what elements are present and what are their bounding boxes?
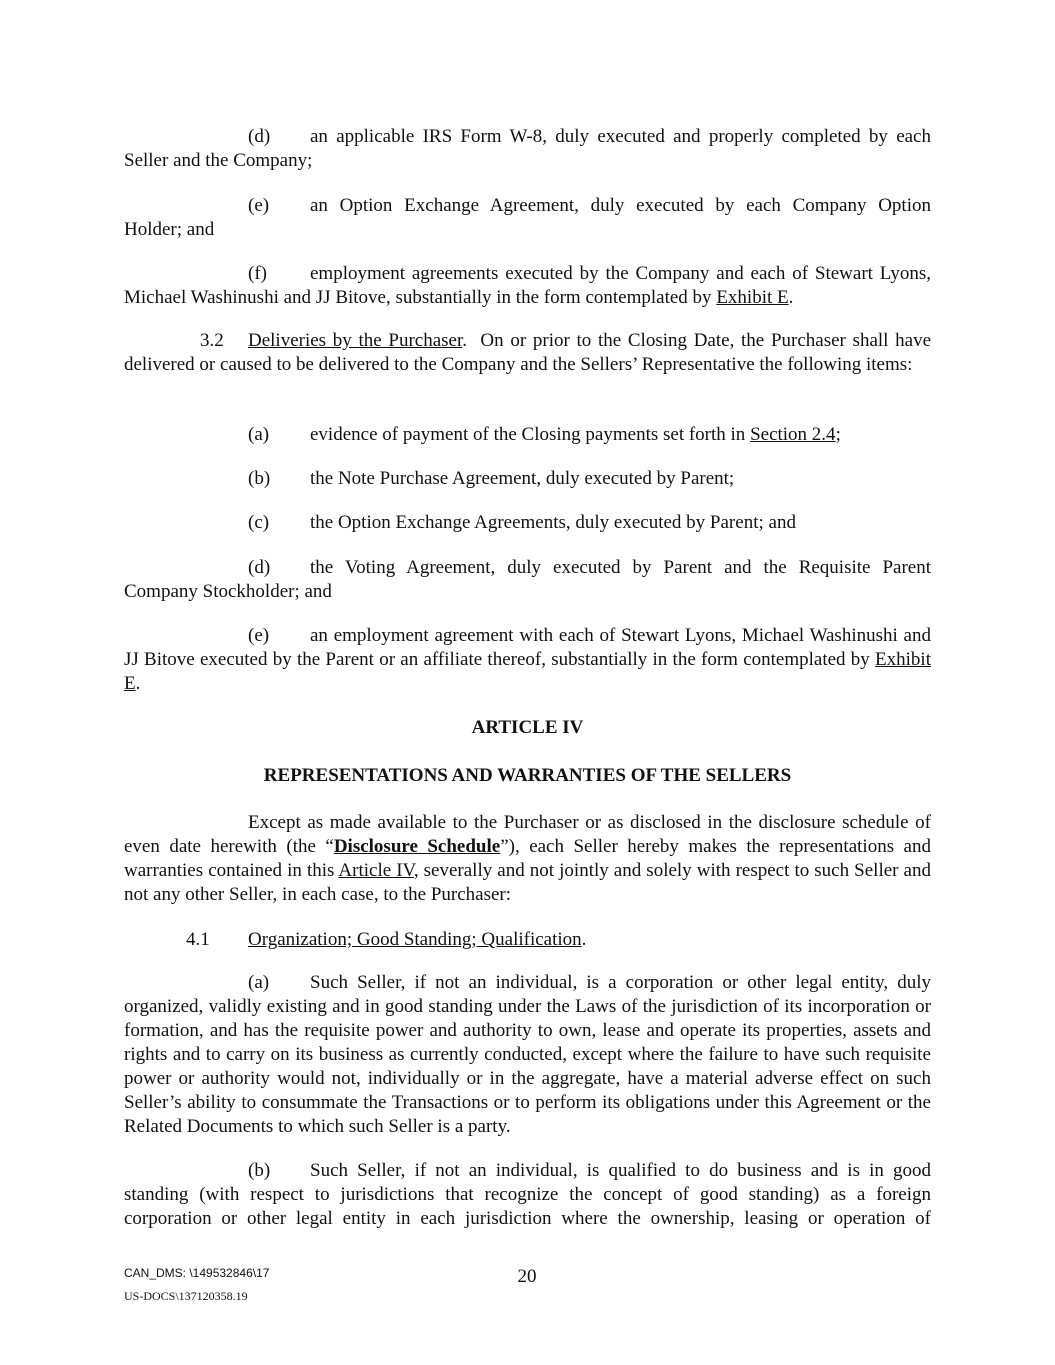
section-heading: Deliveries by the Purchaser <box>248 330 463 351</box>
section-heading: Organization; Good Standing; Qualification <box>248 929 582 950</box>
intro-text: Except as made available to the Purchaser or as disclosed in the disclosure schedule of even date herewith (the “ <box>124 812 931 857</box>
page-number: 20 <box>517 1266 537 1287</box>
item-e-option-exchange <box>124 194 931 242</box>
item-3-2-e <box>124 624 931 696</box>
section-4-1 <box>124 928 931 952</box>
exhibit-e-reference[interactable]: Exhibit E <box>124 649 931 694</box>
section-2-4-reference[interactable]: Section 2.4 <box>750 424 836 445</box>
item-text: an applicable IRS Form W-8, duly executed and properly completed by each Seller and the Company; <box>124 126 931 171</box>
item-3-2-c <box>124 511 931 535</box>
item-number: (a) <box>248 972 270 993</box>
section-text: On or prior to the Closing Date, the Purchaser shall have delivered or caused to be delivered to the Company and the Sellers’ Representative the following items: <box>124 330 936 375</box>
item-4-1-a <box>124 971 931 1139</box>
article-iv-reference[interactable]: Article IV <box>338 860 414 881</box>
footer-dms-id: CAN_DMS: \149532846\17 <box>124 1266 270 1280</box>
section-number: 3.2 <box>200 330 224 351</box>
item-number: (e) <box>248 625 270 646</box>
footer-docs-id: US-DOCS\137120358.19 <box>124 1289 248 1303</box>
item-4-1-b <box>124 1159 931 1231</box>
item-number: (a) <box>248 424 270 445</box>
item-text-end: ; <box>835 424 841 445</box>
item-text: an employment agreement with each of Stewart Lyons, Michael Washinushi and JJ Bitove executed by the Parent or an affiliate thereof, substantially in the form contemplated by <box>124 625 931 670</box>
item-text-end: . <box>135 673 141 694</box>
article-title: ARTICLE IV <box>471 717 584 738</box>
item-3-2-a <box>124 423 931 447</box>
item-d-irs-form <box>124 125 931 173</box>
item-text: the Option Exchange Agreements, duly executed by Parent; and <box>310 512 796 533</box>
intro-text: ”), each Seller hereby makes the representations and warranties contained in this <box>124 836 931 881</box>
item-number: (d) <box>248 126 271 147</box>
item-text-end: . <box>788 287 794 308</box>
item-number: (b) <box>248 1160 271 1181</box>
item-text: evidence of payment of the Closing payments set forth in <box>310 424 751 445</box>
item-3-2-d <box>124 556 931 604</box>
disclosure-schedule-term: Disclosure Schedule <box>333 836 501 857</box>
item-number: (b) <box>248 468 271 489</box>
section-heading-end: . <box>581 929 587 950</box>
section-3-2 <box>124 329 936 377</box>
item-number: (f) <box>248 263 267 284</box>
item-number: (c) <box>248 512 270 533</box>
item-text: Such Seller, if not an individual, is qualified to do business and is in good standing (with respect to jurisdictions that recognize the concept of good standing) as a foreign corporation or other legal entity in each jurisdiction where the ownership, leasing or operation of <box>124 1160 931 1229</box>
item-number: (e) <box>248 195 270 216</box>
intro-text: , severally and not jointly and solely with respect to such Seller and not any other Seller, in each case, to the Purchaser: <box>124 860 931 905</box>
item-text: Such Seller, if not an individual, is a corporation or other legal entity, duly organized, validly existing and in good standing under the Laws of the jurisdiction of its incorporation or formation, and has the requisite power and authority to own, lease and operate its properties, assets and rights and to carry on its business as currently conducted, except where the failure to have such requisite power or authority would not, individually or in the aggregate, have a material adverse effect on such Seller’s ability to consummate the Transactions or to perform its obligations under this Agreement or the Related Documents to which such Seller is a party. <box>124 972 931 1137</box>
item-text: an Option Exchange Agreement, duly executed by each Company Option Holder; and <box>124 195 931 240</box>
section-heading-end: . <box>462 330 468 351</box>
exhibit-e-reference[interactable]: Exhibit E <box>716 287 789 308</box>
item-3-2-b <box>124 467 931 491</box>
item-text: employment agreements executed by the Company and each of Stewart Lyons, Michael Washinushi and JJ Bitove, substantially in the form contemplated by <box>124 263 931 308</box>
section-number: 4.1 <box>186 929 210 950</box>
item-f-employment-agreements <box>124 262 931 310</box>
article-subtitle: REPRESENTATIONS AND WARRANTIES OF THE SELLERS <box>263 765 792 786</box>
item-text: the Voting Agreement, duly executed by Parent and the Requisite Parent Company Stockholder; and <box>124 557 931 602</box>
item-number: (d) <box>248 557 271 578</box>
article-intro-paragraph <box>124 811 931 907</box>
item-text: the Note Purchase Agreement, duly executed by Parent; <box>310 468 735 489</box>
